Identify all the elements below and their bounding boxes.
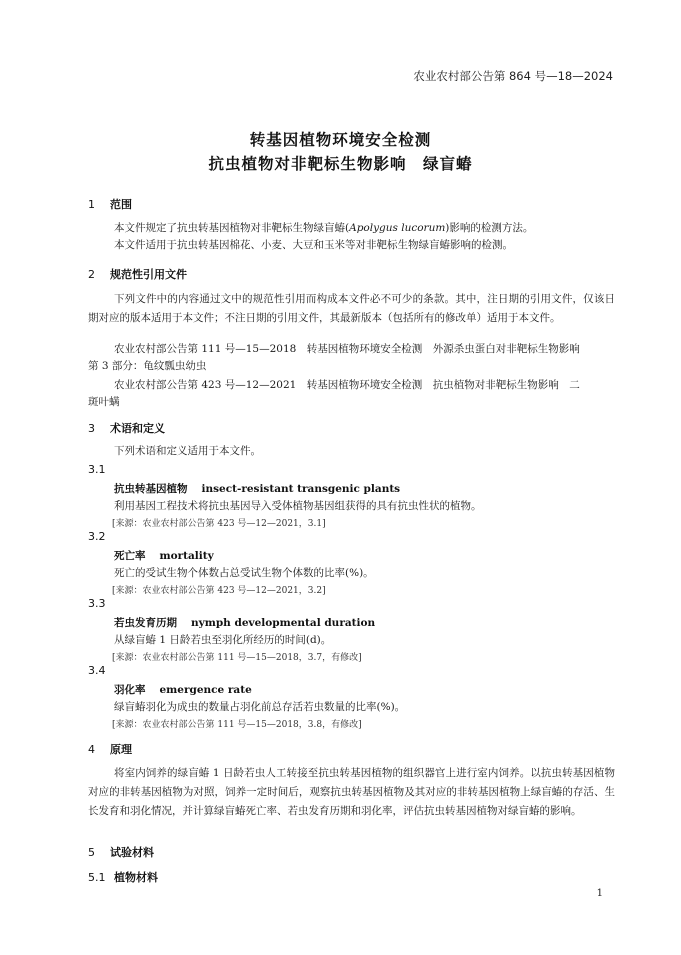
term-source: [来源：农业农村部公告第 111 号—15—2018，3.7，有修改] xyxy=(112,653,362,663)
terms-intro: 下列术语和定义适用于本文件。 xyxy=(114,445,261,457)
clause-number: 3.4 xyxy=(88,664,106,677)
scope-paragraph-1: 本文件规定了抗虫转基因植物对非靶标生物绿盲蝽(Apolygus lucorum)影响的检测方法。 xyxy=(114,222,534,234)
section-5-heading: 5 试验材料 xyxy=(88,846,154,859)
term-definition: 从绿盲蝽 1 日龄若虫至羽化所经历的时间(d)。 xyxy=(114,634,332,646)
document-title-line1: 转基因植物环境安全检测 xyxy=(249,131,432,149)
principle-paragraph: 将室内饲养的绿盲蝽 1 日龄若虫人工转接至抗虫转基因植物的组织器官上进行室内饲养。以抗虫转基因植物对应的非转基因植物为对照，饲养一定时间后，观察抗虫转基因植物及其对应的非转基因植物上绿盲蝽的存活、生长发育和羽化情况，并计算绿盲蝽死亡率、若虫发育历期和羽化率，评估抗虫转基因植物对绿盲蝽的影响。 xyxy=(88,767,615,817)
term-entry: 羽化率 emergence rate xyxy=(114,684,252,696)
section-title: 范围 xyxy=(110,198,132,211)
reference-2-line2: 斑叶螨 xyxy=(88,396,120,408)
section-4-heading: 4 原理 xyxy=(88,743,132,756)
section-3-heading: 3 术语和定义 xyxy=(88,422,165,435)
term-source: [来源：农业农村部公告第 111 号—15—2018，3.8，有修改] xyxy=(112,720,362,730)
term-source: [来源：农业农村部公告第 423 号—12—2021，3.2] xyxy=(112,586,326,596)
term-definition: 绿盲蝽羽化为成虫的数量占羽化前总存活若虫数量的比率(%)。 xyxy=(114,701,406,713)
normative-intro: 下列文件中的内容通过文中的规范性引用而构成本文件必不可少的条款。其中，注日期的引用文件，仅该日期对应的版本适用于本文件；不注日期的引用文件，其最新版本（包括所有的修改单）适用于本文件。 xyxy=(88,293,615,324)
clause-number: 3.3 xyxy=(88,597,106,610)
reference-1-line1: 农业农村部公告第 111 号—15—2018 转基因植物环境安全检测 外源杀虫蛋白对非靶标生物影响 xyxy=(114,343,580,355)
reference-1-line2: 第 3 部分：龟纹瓢虫幼虫 xyxy=(88,360,207,372)
species-latin-name: Apolygus lucorum xyxy=(349,222,446,234)
section-number: 1 xyxy=(88,198,95,211)
section-5-1-heading: 5.1 植物材料 xyxy=(88,871,158,884)
term-entry: 若虫发育历期 nymph developmental duration xyxy=(114,617,376,629)
clause-number: 3.2 xyxy=(88,530,106,543)
scope-paragraph-2: 本文件适用于抗虫转基因棉花、小麦、大豆和玉米等对非靶标生物绿盲蝽影响的检测。 xyxy=(114,239,513,251)
term-definition: 死亡的受试生物个体数占总受试生物个体数的比率(%)。 xyxy=(114,567,374,579)
term-entry: 死亡率 mortality xyxy=(114,550,214,562)
term-definition: 利用基因工程技术将抗虫基因导入受体植物基因组获得的具有抗虫性状的植物。 xyxy=(114,500,482,512)
section-2-heading: 2 规范性引用文件 xyxy=(88,268,187,281)
section-1-heading xyxy=(88,196,132,212)
document-title-line2: 抗虫植物对非靶标生物影响 绿盲蝽 xyxy=(208,155,473,173)
page-number: 1 xyxy=(596,888,603,899)
term-source: [来源：农业农村部公告第 423 号—12—2021，3.1] xyxy=(112,519,326,529)
reference-2-line1: 农业农村部公告第 423 号—12—2021 转基因植物环境安全检测 抗虫植物对非靶标生物影响 二 xyxy=(114,379,580,391)
term-entry: 抗虫转基因植物 insect-resistant transgenic plants xyxy=(114,483,401,495)
clause-number: 3.1 xyxy=(88,463,106,476)
document-number: 农业农村部公告第 864 号—18—2024 xyxy=(413,69,613,83)
